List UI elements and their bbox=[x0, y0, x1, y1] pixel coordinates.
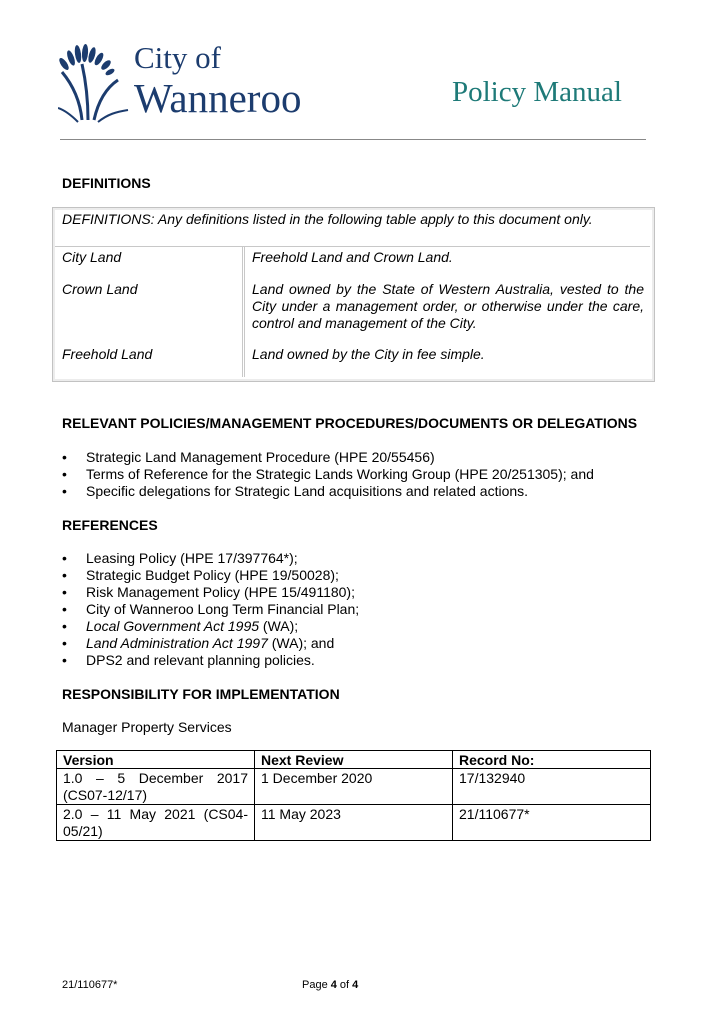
version-cell: 1.0 – 5 December 2017 (CS07-12/17) bbox=[57, 769, 255, 805]
responsibility-heading: RESPONSIBILITY FOR IMPLEMENTATION bbox=[62, 686, 340, 702]
list-item: • Specific delegations for Strategic Land acquisitions and related actions. bbox=[62, 483, 662, 500]
definitions-heading: DEFINITIONS bbox=[62, 175, 151, 191]
act-title: Local Government Act 1995 bbox=[86, 618, 260, 634]
page-title: Policy Manual bbox=[452, 76, 622, 108]
next-review-cell: 11 May 2023 bbox=[255, 805, 453, 841]
version-history-table bbox=[56, 750, 651, 841]
references-list bbox=[62, 550, 662, 669]
list-item: • Strategic Land Management Procedure (HPE 20/55456) bbox=[62, 449, 662, 466]
header-divider bbox=[60, 139, 646, 140]
act-suffix: (WA); bbox=[259, 618, 299, 634]
relevant-policies-heading: RELEVANT POLICIES/MANAGEMENT PROCEDURES/DOCUMENTS OR DELEGATIONS bbox=[62, 415, 638, 431]
list-item: • DPS2 and relevant planning policies. bbox=[62, 652, 662, 669]
list-item bbox=[62, 618, 662, 635]
responsibility-text: Manager Property Services bbox=[62, 719, 232, 735]
next-review-cell: 1 December 2020 bbox=[255, 769, 453, 805]
list-item: • City of Wanneroo Long Term Financial Plan; bbox=[62, 601, 662, 618]
list-item: • Strategic Budget Policy (HPE 19/50028); bbox=[62, 567, 662, 584]
logo-text-wanneroo: Wanneroo bbox=[134, 75, 302, 121]
references-heading: REFERENCES bbox=[62, 517, 158, 533]
act-suffix: (WA); and bbox=[267, 635, 335, 651]
page-total: 4 bbox=[352, 979, 359, 991]
act-title: Land Administration Act 1997 bbox=[86, 635, 268, 651]
column-header: Next Review bbox=[255, 751, 453, 769]
list-item: • Risk Management Policy (HPE 15/491180); bbox=[62, 584, 662, 601]
relevant-policies-list bbox=[62, 449, 662, 500]
definitions-divider bbox=[55, 246, 650, 247]
record-number-cell: 17/132940 bbox=[453, 769, 651, 805]
list-item: • Leasing Policy (HPE 17/397764*); bbox=[62, 550, 662, 567]
definition-term: City Land bbox=[62, 249, 122, 265]
footer-record-number: 21/110677* bbox=[62, 979, 118, 991]
table-row bbox=[57, 769, 651, 805]
definition-text: Land owned by the City in fee simple. bbox=[252, 346, 485, 362]
page-number bbox=[302, 979, 358, 991]
logo-text-city-of: City of bbox=[134, 40, 221, 75]
list-item: • Terms of Reference for the Strategic Lands Working Group (HPE 20/251305); and bbox=[62, 466, 662, 483]
table-header-row bbox=[57, 751, 651, 769]
version-cell: 2.0 – 11 May 2021 (CS04-05/21) bbox=[57, 805, 255, 841]
table-row bbox=[57, 805, 651, 841]
page-of: of bbox=[336, 979, 353, 991]
column-header: Version bbox=[57, 751, 255, 769]
page-current: 4 bbox=[330, 979, 337, 991]
definition-term: Freehold Land bbox=[62, 346, 153, 362]
definition-text: Land owned by the State of Western Australia, vested to the City under a management order, or otherwise under the care, control and management of the City. bbox=[252, 281, 644, 331]
definitions-column-divider bbox=[242, 246, 245, 377]
definition-text: Freehold Land and Crown Land. bbox=[252, 249, 453, 265]
definition-term: Crown Land bbox=[62, 281, 138, 297]
column-header: Record No: bbox=[453, 751, 651, 769]
wanneroo-flower-emblem-icon bbox=[58, 44, 128, 122]
definitions-intro: DEFINITIONS: Any definitions listed in the following table apply to this document only. bbox=[62, 211, 593, 227]
record-number-cell: 21/110677* bbox=[453, 805, 651, 841]
page-prefix: Page bbox=[302, 979, 331, 991]
list-item bbox=[62, 635, 662, 652]
